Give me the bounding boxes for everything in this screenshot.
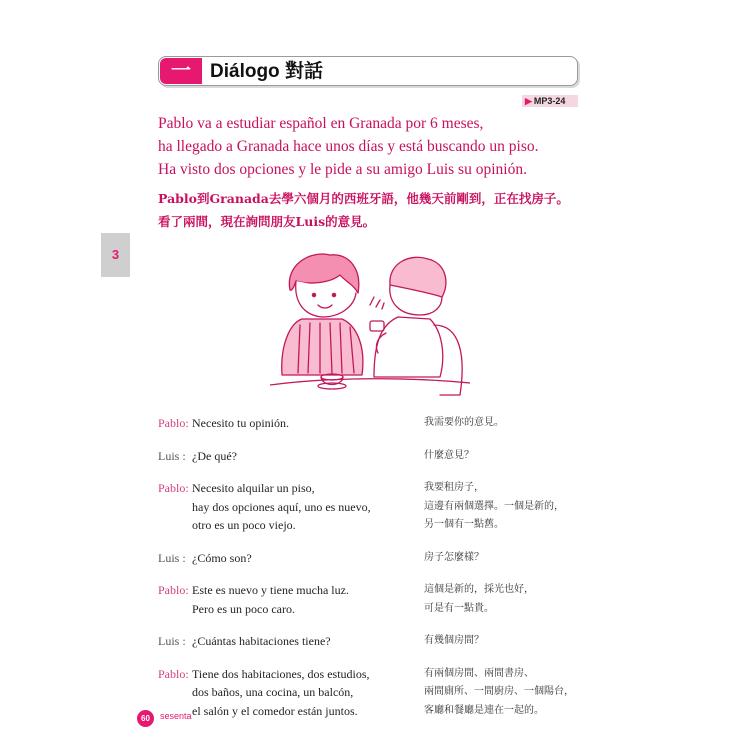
chinese-row: 房子怎麼樣？: [424, 551, 484, 563]
chinese-row: 這邊有兩個選擇。一個是新的，: [424, 500, 564, 512]
spanish-row: dos baños, una cocina, un balcón,: [192, 685, 354, 699]
speaker-name: Luis :: [158, 448, 186, 463]
intro-spanish: [158, 112, 598, 181]
spanish-row: otro es un poco viejo.: [192, 518, 296, 532]
chinese-translation: [424, 581, 624, 618]
chinese-translation: [424, 479, 624, 535]
spanish-text: [192, 549, 424, 568]
play-triangle-icon: ▶: [525, 96, 532, 106]
chinese-translation: [424, 665, 624, 721]
dialogue-line: [158, 479, 618, 535]
spanish-row: el salón y el comedor están juntos.: [192, 703, 358, 718]
section-title: Diálogo 對話: [210, 61, 323, 82]
section-number-badge: 一: [160, 58, 202, 84]
intro-spanish-line: Ha visto dos opciones y le pide a su amigo Luis su opinión.: [158, 161, 527, 178]
dialogue-line: [158, 447, 618, 466]
chinese-row: 我要租房子，: [424, 482, 484, 493]
dialogue-line: [158, 414, 618, 433]
chinese-translation: [424, 414, 624, 433]
chinese-row: 兩間廁所、一間廚房、一個陽台，: [424, 686, 574, 697]
intro-chinese: [158, 187, 598, 233]
chinese-row: 我需要你的意見。: [424, 417, 504, 428]
dialogue-line: [158, 549, 618, 568]
dialogue: [158, 414, 618, 734]
intro-spanish-line: ha llegado a Granada hace unos días y está buscando un piso.: [158, 138, 539, 155]
audio-track-label[interactable]: [522, 95, 578, 107]
spanish-text: [192, 479, 424, 535]
chinese-translation: [424, 632, 624, 651]
spanish-row: hay dos opciones aquí, uno es nuevo,: [192, 499, 371, 514]
intro-chinese-line: 看了兩間，現在詢問朋友Luis的意見。: [158, 214, 376, 229]
spanish-row: ¿Cuántas habitaciones tiene?: [192, 634, 331, 648]
intro-spanish-line: Pablo va a estudiar español en Granada por 6 meses,: [158, 115, 484, 132]
spanish-row: ¿De qué?: [192, 448, 237, 463]
spanish-row: Necesito alquilar un piso,: [192, 481, 315, 495]
speaker-name: Luis :: [158, 634, 186, 648]
spanish-row: ¿Cómo son?: [192, 550, 252, 565]
spanish-row: Necesito tu opinión.: [192, 416, 289, 430]
chinese-row: 這個是新的，採光也好，: [424, 584, 534, 595]
two-friends-illustration: [270, 245, 470, 400]
intro-chinese-line: Pablo到Granada去學六個月的西班牙語，他幾天前剛到，正在找房子。: [158, 191, 569, 206]
dialogue-line: [158, 581, 618, 618]
dialogue-line: [158, 665, 618, 721]
spanish-text: [192, 414, 424, 433]
chinese-row: 另一個有一點舊。: [424, 519, 504, 530]
chinese-row: 有兩個房間、兩間書房、: [424, 667, 534, 679]
dialogue-line: [158, 632, 618, 651]
speaker-name: Pablo:: [158, 666, 189, 681]
speaker-name: Pablo:: [158, 481, 189, 495]
speaker-name: Pablo:: [158, 583, 189, 597]
spanish-text: [192, 581, 424, 618]
chinese-row: 什麼意見？: [424, 449, 474, 461]
chinese-row: 可是有一點貴。: [424, 602, 494, 614]
speaker-name: Luis :: [158, 550, 186, 565]
chinese-translation: [424, 549, 624, 568]
chinese-row: 客廳和餐廳是連在一起的。: [424, 704, 544, 716]
spanish-text: [192, 665, 424, 721]
spanish-text: [192, 632, 424, 651]
spanish-row: Este es nuevo y tiene mucha luz.: [192, 583, 349, 597]
page-number-word: sesenta: [160, 711, 192, 721]
spanish-row: Pero es un poco caro.: [192, 601, 295, 616]
chinese-row: 有幾個房間？: [424, 635, 484, 646]
chinese-translation: [424, 447, 624, 466]
spanish-row: Tiene dos habitaciones, dos estudios,: [192, 666, 370, 681]
speaker-name: Pablo:: [158, 416, 189, 430]
page-number-badge: 60: [137, 710, 154, 727]
audio-track-text: MP3-24: [533, 96, 566, 106]
chapter-tab: 3: [101, 233, 130, 277]
spanish-text: [192, 447, 424, 466]
